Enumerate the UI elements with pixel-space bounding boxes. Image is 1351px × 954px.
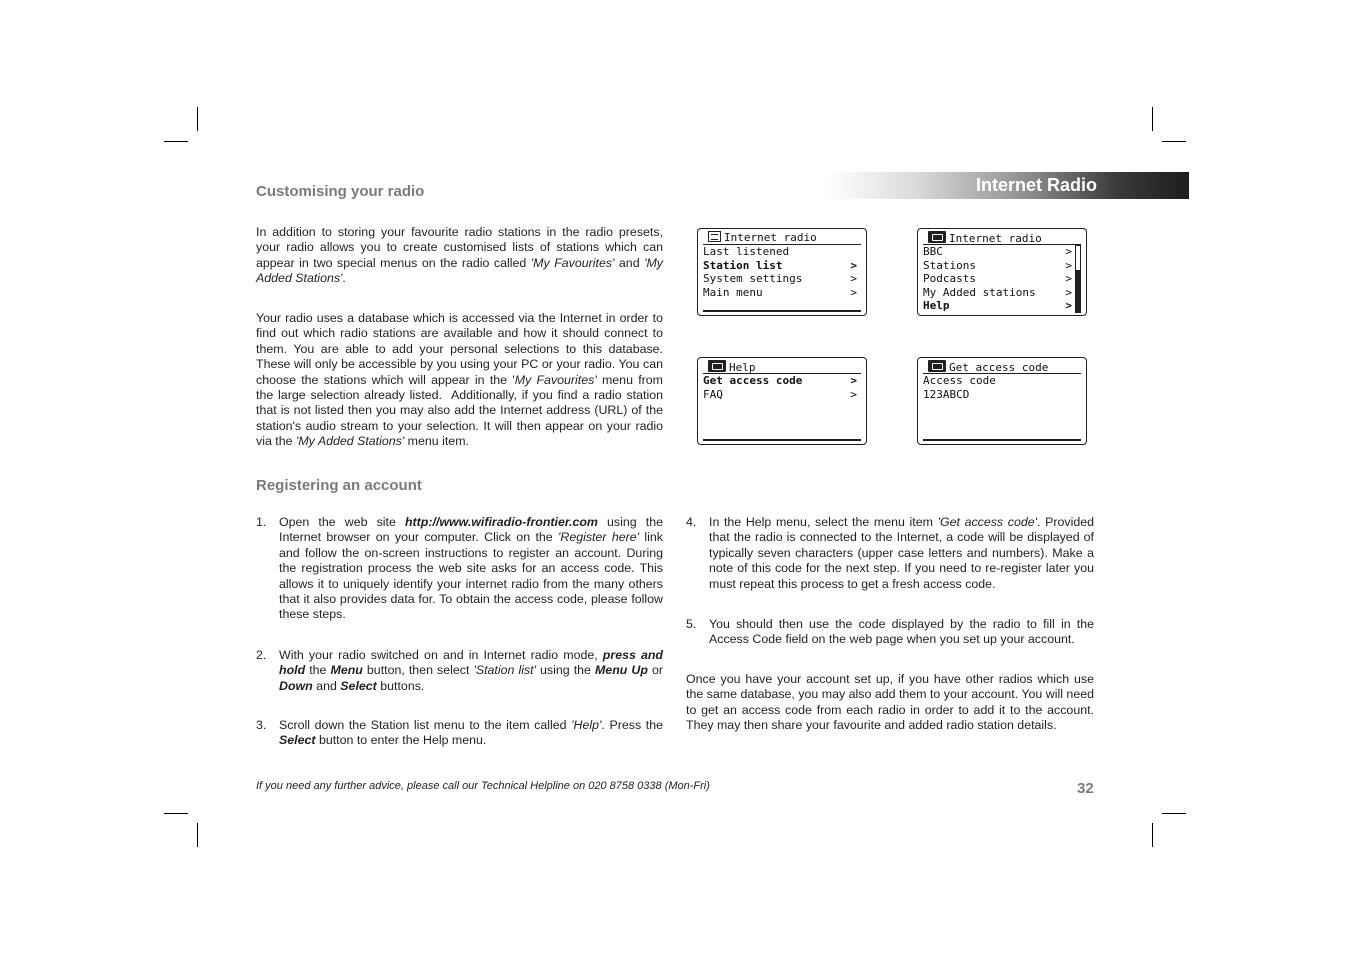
lcd-item-label: 123ABCD <box>923 387 970 401</box>
step-text: Open the web site http://www.wifiradio-frontier.com using the Internet browser on your computer. Click on the 'Register here' link and follow the on-screen instructions to register an account. During the registration process the web site asks for an access code. This allows it to uniquely identify your internet radio from the many others that it also provides data for. To obtain the access code, please follow these steps. <box>279 515 663 622</box>
lcd-item-label: My Added stations <box>923 285 1036 299</box>
step-2 <box>256 648 663 698</box>
step-number: 3. <box>256 718 267 732</box>
step-5 <box>686 617 1094 652</box>
lcd-menu-item <box>923 245 1072 259</box>
lcd-item-label: Access code <box>923 374 996 387</box>
chevron-right-icon: > <box>850 258 857 272</box>
page-number: 32 <box>1077 780 1094 797</box>
chevron-right-icon: > <box>850 387 857 401</box>
lcd-screen-internet-radio <box>697 228 867 316</box>
step-1 <box>256 515 663 625</box>
lcd-item-label: FAQ <box>703 387 723 401</box>
helpline-note: If you need any further advice, please call our Technical Helpline on 020 8758 0338 (Mon-Fri) <box>256 780 710 792</box>
lcd-header <box>923 231 1081 245</box>
lcd-menu-item <box>923 286 1072 300</box>
customising-paragraph-2: Your radio uses a database which is accessed via the Internet in order to find out which radio stations are available and how it should connect to them. You are able to add your personal selections to this database. These will only be accessible by you using your PC or your radio. You can choose the stations which will appear in the 'My Favourites' menu from the large selection already listed. Additionally, if you find a radio station that is not listed then you may also add the Internet address (URL) of the station's audio stream to your selection. It will then appear on your radio via the 'My Added Stations' menu item. <box>256 311 664 449</box>
customising-paragraph-1: In addition to storing your favourite radio stations in the radio presets, your radio allows you to create customised lists of stations which can appear in two special menus on the radio called 'My Favourites' and 'My Added Stations'. <box>256 225 663 286</box>
crop-mark <box>197 823 198 847</box>
lcd-item-label: Get access code <box>703 374 803 387</box>
step-text: You should then use the code displayed by the radio to fill in the Access Code field on the web page when you set up your account. <box>709 617 1094 647</box>
crop-mark <box>1152 823 1153 847</box>
lcd-menu-item <box>703 286 857 300</box>
step-text: Scroll down the Station list menu to the item called 'Help'. Press the Select button to enter the Help menu. <box>279 718 663 748</box>
chevron-right-icon: > <box>1065 272 1072 285</box>
lcd-item-label: Main menu <box>703 285 763 299</box>
lcd-item-label: Station list <box>703 258 783 272</box>
lcd-title: Help <box>729 361 756 374</box>
step-number: 2. <box>256 648 267 662</box>
folder-icon <box>928 231 946 243</box>
lcd-menu-item <box>703 272 857 286</box>
folder-icon <box>708 360 726 372</box>
crop-mark <box>197 107 198 131</box>
crop-mark <box>164 813 188 814</box>
lcd-menu-item-selected <box>703 259 857 273</box>
chevron-right-icon: > <box>1065 245 1072 258</box>
chevron-right-icon: > <box>850 374 857 387</box>
closing-paragraph: Once you have your account set up, if you have other radios which use the same database, you may also add them to your account. You will need to get an access code from each radio in order to add it to the account. They may then share your favourite and added radio station details. <box>686 672 1094 733</box>
lcd-text-line <box>923 374 1077 388</box>
lcd-scrollbar <box>1075 245 1081 313</box>
lcd-title: Get access code <box>949 361 1049 374</box>
lcd-menu-item-selected <box>703 374 857 388</box>
step-number: 1. <box>256 515 267 529</box>
lcd-header <box>923 360 1081 374</box>
customising-heading: Customising your radio <box>256 183 425 200</box>
lcd-header <box>703 360 861 374</box>
lcd-item-label: Stations <box>923 258 976 272</box>
lcd-item-label: Podcasts <box>923 272 976 285</box>
section-banner-title: Internet Radio <box>975 175 1097 195</box>
chevron-right-icon: > <box>850 272 857 285</box>
lcd-footer-line <box>703 439 861 441</box>
step-text: With your radio switched on and in Internet radio mode, press and hold the Menu button, then select 'Station list' using the Menu Up or Down and Select buttons. <box>279 648 663 693</box>
step-3 <box>256 718 663 753</box>
lcd-title: Internet radio <box>724 231 817 244</box>
lcd-menu-item-selected <box>923 299 1072 313</box>
lcd-menu-item <box>703 388 857 402</box>
lcd-header <box>703 231 861 245</box>
lcd-item-label: Last listened <box>703 245 790 258</box>
lcd-item-label: BBC <box>923 245 943 258</box>
lcd-screen-access-code <box>917 357 1087 445</box>
crop-mark <box>1162 813 1186 814</box>
lcd-screen-station-list <box>917 228 1087 316</box>
chevron-right-icon: > <box>1065 258 1072 272</box>
lcd-menu-item <box>703 245 857 259</box>
crop-mark <box>1152 107 1153 131</box>
lcd-item-label: System settings <box>703 272 803 285</box>
step-4 <box>686 515 1094 595</box>
chevron-right-icon: > <box>1065 299 1072 312</box>
lcd-title: Internet radio <box>949 232 1042 245</box>
crop-mark <box>1162 141 1186 142</box>
section-banner <box>828 172 1189 199</box>
lcd-access-code-value <box>923 388 1077 402</box>
registering-heading: Registering an account <box>256 477 422 494</box>
step-number: 4. <box>686 515 697 529</box>
lcd-screen-help <box>697 357 867 445</box>
list-icon <box>708 231 721 242</box>
chevron-right-icon: > <box>850 285 857 299</box>
folder-icon <box>928 360 946 372</box>
lcd-scrollbar-thumb <box>1076 270 1080 312</box>
lcd-footer-line <box>703 310 861 312</box>
step-number: 5. <box>686 617 697 631</box>
chevron-right-icon: > <box>1065 285 1072 299</box>
lcd-footer-line <box>923 439 1081 441</box>
lcd-item-label: Help <box>923 299 950 312</box>
lcd-menu-item <box>923 259 1072 273</box>
step-text: In the Help menu, select the menu item 'Get access code'. Provided that the radio is connected to the Internet, a code will be displayed of typically seven characters (upper case letters and numbers). Make a note of this code for the next step. If you need to re-register later you must repeat this process to get a fresh access code. <box>709 515 1094 591</box>
crop-mark <box>164 141 188 142</box>
lcd-menu-item <box>923 272 1072 286</box>
